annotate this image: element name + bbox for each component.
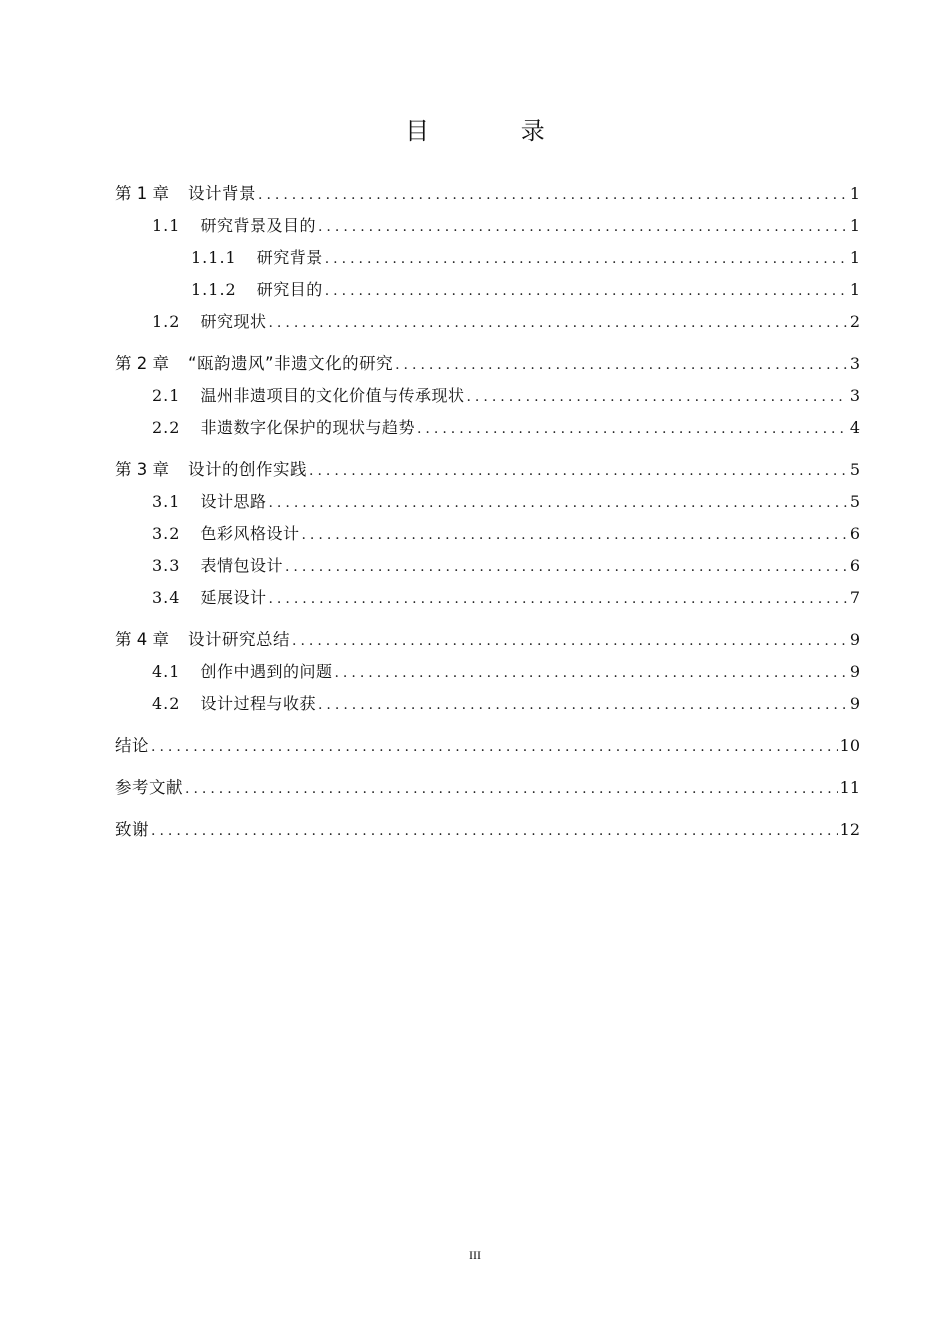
dot-leader bbox=[334, 657, 847, 689]
toc-entry-section-3-2[interactable] bbox=[115, 518, 860, 550]
toc-entry-title: 研究目的 bbox=[256, 280, 323, 299]
toc-entry-chapter-4[interactable] bbox=[115, 624, 860, 656]
toc-entry-title: 非遗数字化保护的现状与趋势 bbox=[200, 418, 415, 437]
toc-entry-page: 3 bbox=[849, 386, 860, 405]
toc-entry-page: 3 bbox=[849, 354, 860, 373]
dot-leader bbox=[325, 243, 848, 275]
toc-entry-page: 6 bbox=[849, 524, 860, 543]
toc-entry-section-1-2[interactable] bbox=[115, 306, 860, 338]
toc-entry-title: 致谢 bbox=[115, 820, 149, 839]
toc-entry-page: 6 bbox=[849, 556, 860, 575]
toc-entry-title: 创作中遇到的问题 bbox=[200, 662, 333, 681]
toc-entry-number: 第 3 章 bbox=[115, 460, 169, 479]
toc-entry-section-2-2[interactable] bbox=[115, 412, 860, 444]
dot-leader bbox=[151, 815, 838, 847]
toc-entry-number: 3.2 bbox=[152, 524, 181, 543]
toc-entry-page: 1 bbox=[849, 184, 860, 203]
toc-entry-title: 设计的创作实践 bbox=[188, 460, 307, 479]
toc-entry-number: 1.1 bbox=[152, 216, 181, 235]
toc-entry-page: 9 bbox=[849, 630, 860, 649]
toc-entry-title: 温州非遗项目的文化价值与传承现状 bbox=[200, 386, 465, 405]
dot-leader bbox=[151, 731, 838, 763]
table-of-contents bbox=[115, 178, 860, 846]
toc-entry-chapter-3[interactable] bbox=[115, 454, 860, 486]
toc-entry-page: 10 bbox=[839, 736, 860, 755]
toc-entry-number: 第 2 章 bbox=[115, 354, 169, 373]
toc-entry-section-4-1[interactable] bbox=[115, 656, 860, 688]
toc-entry-references[interactable] bbox=[115, 772, 860, 804]
toc-entry-number: 1.2 bbox=[152, 312, 181, 331]
toc-entry-number: 4.2 bbox=[152, 694, 181, 713]
toc-entry-number: 第 1 章 bbox=[115, 184, 169, 203]
toc-entry-title: 研究现状 bbox=[200, 312, 267, 331]
toc-entry-title: 设计过程与收获 bbox=[200, 694, 316, 713]
dot-leader bbox=[417, 413, 848, 445]
toc-entry-number: 4.1 bbox=[152, 662, 181, 681]
toc-entry-page: 5 bbox=[849, 492, 860, 511]
toc-entry-title: 延展设计 bbox=[200, 588, 267, 607]
toc-entry-number: 1.1.2 bbox=[191, 280, 237, 299]
dot-leader bbox=[318, 689, 848, 721]
toc-entry-page: 5 bbox=[849, 460, 860, 479]
dot-leader bbox=[466, 381, 847, 413]
toc-entry-number: 1.1.1 bbox=[191, 248, 237, 267]
dot-leader bbox=[185, 773, 838, 805]
toc-entry-section-2-1[interactable] bbox=[115, 380, 860, 412]
toc-entry-number: 3.3 bbox=[152, 556, 181, 575]
toc-entry-page: 11 bbox=[839, 778, 860, 797]
toc-entry-section-3-4[interactable] bbox=[115, 582, 860, 614]
dot-leader bbox=[318, 211, 848, 243]
toc-entry-section-1-1-1[interactable] bbox=[115, 242, 860, 274]
toc-entry-title: 表情包设计 bbox=[200, 556, 283, 575]
page-number: III bbox=[469, 1248, 481, 1262]
toc-entry-section-4-2[interactable] bbox=[115, 688, 860, 720]
toc-entry-chapter-1[interactable] bbox=[115, 178, 860, 210]
toc-entry-title: 设计研究总结 bbox=[188, 630, 290, 649]
dot-leader bbox=[395, 349, 848, 381]
toc-entry-title: “瓯韵遗风”非遗文化的研究 bbox=[188, 354, 394, 373]
toc-entry-page: 1 bbox=[849, 280, 860, 299]
toc-entry-page: 7 bbox=[849, 588, 860, 607]
dot-leader bbox=[258, 179, 848, 211]
toc-entry-acknowledgements[interactable] bbox=[115, 814, 860, 846]
toc-entry-chapter-2[interactable] bbox=[115, 348, 860, 380]
toc-entry-page: 9 bbox=[849, 662, 860, 681]
dot-leader bbox=[325, 275, 848, 307]
toc-entry-section-3-1[interactable] bbox=[115, 486, 860, 518]
toc-entry-number: 2.1 bbox=[152, 386, 181, 405]
dot-leader bbox=[285, 551, 848, 583]
toc-entry-conclusion[interactable] bbox=[115, 730, 860, 762]
toc-entry-page: 9 bbox=[849, 694, 860, 713]
toc-entry-section-3-3[interactable] bbox=[115, 550, 860, 582]
toc-entry-page: 2 bbox=[849, 312, 860, 331]
toc-entry-title: 设计背景 bbox=[188, 184, 256, 203]
toc-entry-number: 3.4 bbox=[152, 588, 181, 607]
dot-leader bbox=[268, 583, 847, 615]
toc-entry-title: 研究背景及目的 bbox=[200, 216, 316, 235]
toc-entry-title: 参考文献 bbox=[115, 778, 183, 797]
toc-entry-title: 设计思路 bbox=[200, 492, 267, 511]
toc-entry-page: 12 bbox=[839, 820, 860, 839]
toc-entry-page: 4 bbox=[849, 418, 860, 437]
page-title: 目 录 bbox=[405, 117, 587, 145]
dot-leader bbox=[268, 487, 847, 519]
toc-entry-page: 1 bbox=[849, 216, 860, 235]
toc-entry-number: 3.1 bbox=[152, 492, 181, 511]
dot-leader bbox=[292, 625, 848, 657]
toc-entry-title: 色彩风格设计 bbox=[200, 524, 300, 543]
dot-leader bbox=[268, 307, 847, 339]
toc-entry-section-1-1[interactable] bbox=[115, 210, 860, 242]
dot-leader bbox=[301, 519, 847, 551]
toc-entry-number: 第 4 章 bbox=[115, 630, 169, 649]
toc-entry-title: 结论 bbox=[115, 736, 149, 755]
toc-entry-section-1-1-2[interactable] bbox=[115, 274, 860, 306]
toc-entry-title: 研究背景 bbox=[256, 248, 323, 267]
toc-entry-number: 2.2 bbox=[152, 418, 181, 437]
toc-entry-page: 1 bbox=[849, 248, 860, 267]
dot-leader bbox=[309, 455, 848, 487]
